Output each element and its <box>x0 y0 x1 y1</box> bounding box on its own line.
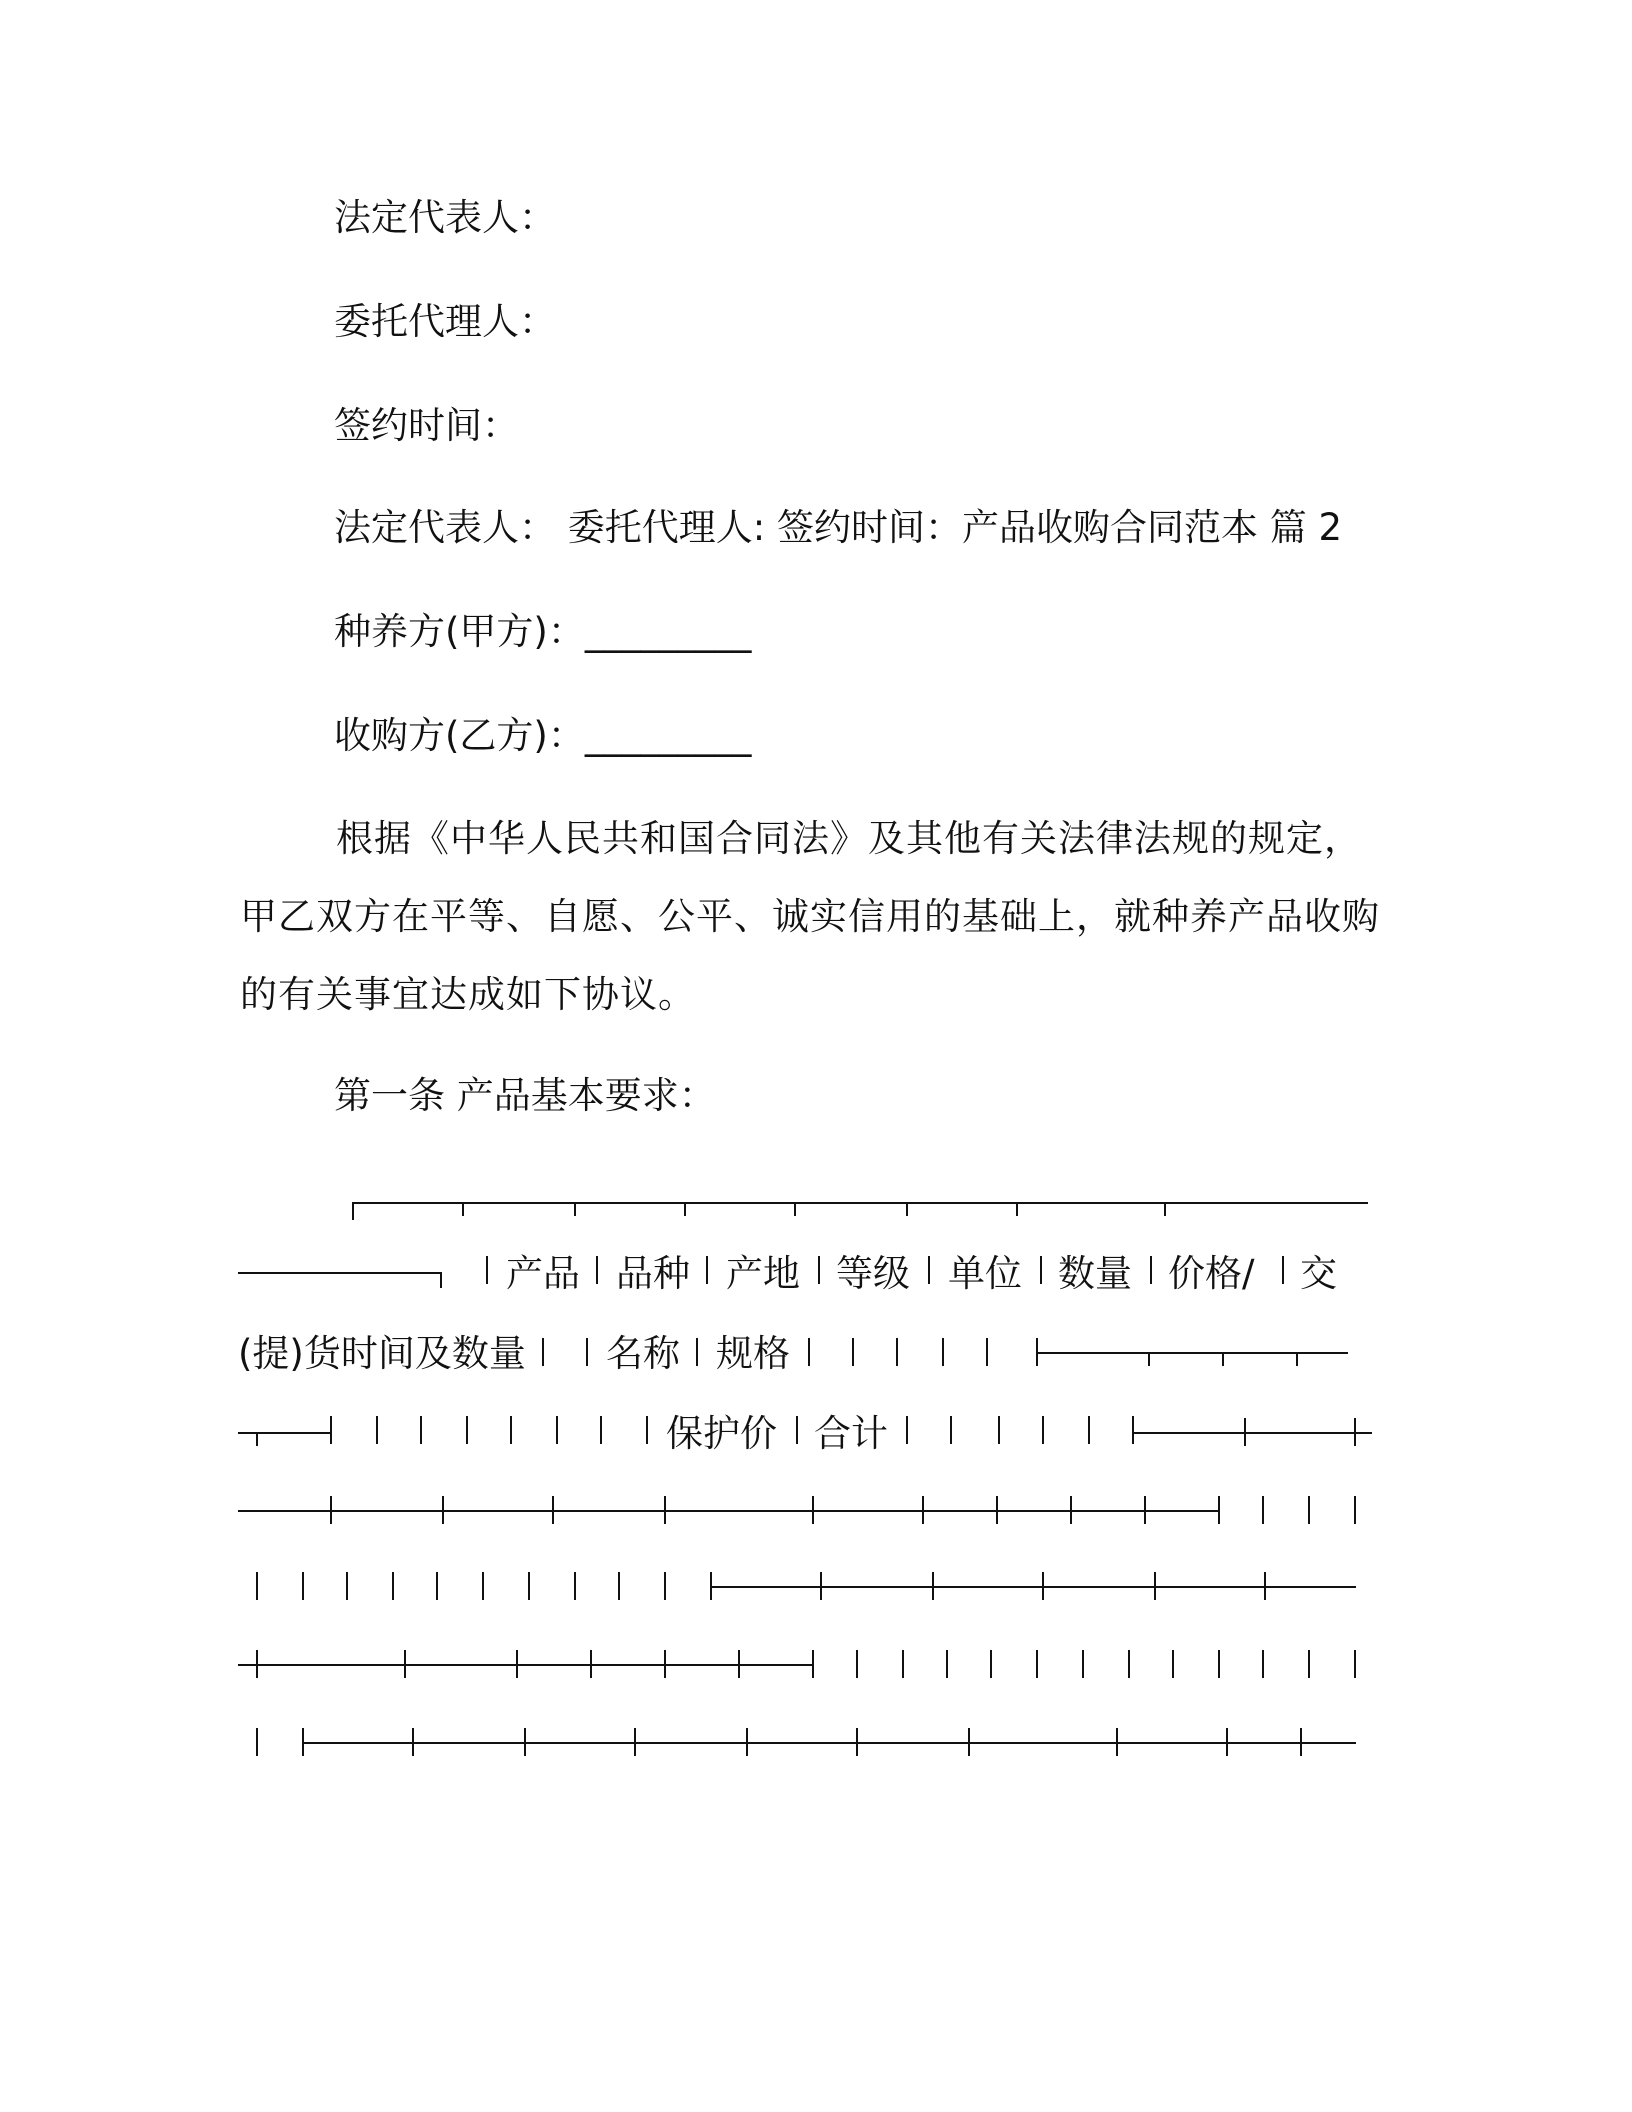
table-separator <box>1354 1496 1356 1524</box>
table-separator <box>1308 1650 1310 1678</box>
header-cell-protect-price: 保护价 <box>666 1412 777 1455</box>
table-tick <box>996 1496 998 1524</box>
table-separator <box>1308 1496 1310 1524</box>
table-tick <box>552 1496 554 1524</box>
table-tick <box>746 1728 748 1756</box>
table-tick <box>856 1728 858 1756</box>
header-cell-grade: 等级 <box>836 1252 910 1295</box>
table-separator <box>600 1416 602 1444</box>
table-separator <box>1172 1650 1174 1678</box>
table-rule <box>238 1664 812 1666</box>
table-separator <box>256 1728 258 1756</box>
table-separator <box>646 1416 648 1444</box>
table-separator <box>998 1416 1000 1444</box>
table-separator <box>1282 1256 1284 1284</box>
header-cell-delivery-time: (提)货时间及数量 <box>238 1332 526 1375</box>
table-tick <box>664 1650 666 1678</box>
table-tick <box>462 1202 464 1216</box>
table-separator <box>574 1572 576 1600</box>
table-separator <box>946 1650 948 1678</box>
table-tick <box>812 1650 814 1678</box>
table-separator <box>1218 1650 1220 1678</box>
table-tick <box>1226 1728 1228 1756</box>
table-separator <box>586 1338 588 1366</box>
table-separator <box>818 1256 820 1284</box>
table-separator <box>942 1338 944 1366</box>
table-separator <box>1042 1416 1044 1444</box>
table-separator <box>1132 1416 1134 1444</box>
table-tick <box>1264 1572 1266 1600</box>
table-tick <box>968 1728 970 1756</box>
table-separator <box>906 1416 908 1444</box>
table-separator <box>542 1338 544 1366</box>
header-cell-quantity: 数量 <box>1058 1252 1132 1295</box>
agent-line: 委托代理人： <box>334 300 556 343</box>
header-cell-variety: 品种 <box>616 1252 690 1295</box>
table-separator <box>556 1416 558 1444</box>
table-separator <box>510 1416 512 1444</box>
table-tick <box>1144 1496 1146 1524</box>
combined-line: 法定代表人： 委托代理人: 签约时间：产品收购合同范本 篇 2 <box>334 506 1343 549</box>
table-tick <box>684 1202 686 1216</box>
table-tick <box>922 1496 924 1524</box>
table-tick <box>352 1202 354 1220</box>
table-tick <box>1042 1572 1044 1600</box>
table-separator <box>852 1338 854 1366</box>
sign-time-line: 签约时间： <box>334 404 519 447</box>
table-tick <box>440 1272 442 1288</box>
table-rule <box>238 1272 442 1274</box>
table-tick <box>442 1496 444 1524</box>
article-1-heading: 第一条 产品基本要求： <box>334 1074 716 1117</box>
table-tick <box>524 1728 526 1756</box>
table-tick <box>590 1650 592 1678</box>
header-cell-product: 产品 <box>506 1252 580 1295</box>
table-separator <box>856 1650 858 1678</box>
table-tick <box>906 1202 908 1216</box>
table-separator <box>796 1416 798 1444</box>
table-tick <box>664 1496 666 1524</box>
table-separator <box>1088 1416 1090 1444</box>
table-tick <box>1148 1352 1150 1366</box>
table-separator <box>706 1256 708 1284</box>
table-tick <box>412 1728 414 1756</box>
table-tick <box>1244 1418 1246 1446</box>
table-tick <box>516 1650 518 1678</box>
table-tick <box>932 1572 934 1600</box>
preamble-paragraph: 根据《中华人民共和国合同法》及其他有关法律法规的规定，甲乙双方在平等、自愿、公平、诚实信用的基础上，就种养产品收购的有关事宜达成如下协议。 <box>240 817 1380 1016</box>
table-tick <box>1354 1418 1356 1446</box>
table-tick <box>738 1650 740 1678</box>
table-tick <box>1016 1202 1018 1216</box>
table-separator <box>928 1256 930 1284</box>
table-separator <box>256 1572 258 1600</box>
table-tick <box>330 1496 332 1524</box>
table-separator <box>346 1572 348 1600</box>
table-separator <box>808 1338 810 1366</box>
legal-rep-line: 法定代表人： <box>334 196 556 239</box>
table-separator <box>1262 1650 1264 1678</box>
table-separator <box>1150 1256 1152 1284</box>
table-separator <box>1036 1650 1038 1678</box>
table-separator <box>466 1416 468 1444</box>
header-cell-price: 价格/ <box>1168 1252 1255 1295</box>
table-separator <box>990 1650 992 1678</box>
table-separator <box>376 1416 378 1444</box>
table-tick <box>820 1572 822 1600</box>
header-cell-spec: 规格 <box>716 1332 790 1375</box>
table-separator <box>950 1416 952 1444</box>
table-separator <box>1040 1256 1042 1284</box>
table-tick <box>1300 1728 1302 1756</box>
table-separator <box>1082 1650 1084 1678</box>
table-separator <box>392 1572 394 1600</box>
table-separator <box>1262 1496 1264 1524</box>
table-tick <box>1218 1496 1220 1524</box>
header-cell-name: 名称 <box>606 1332 680 1375</box>
table-separator <box>420 1416 422 1444</box>
table-tick <box>574 1202 576 1216</box>
header-cell-total: 合计 <box>814 1412 888 1455</box>
party-a-line: 种养方(甲方)：_________ <box>334 610 752 653</box>
table-tick <box>812 1496 814 1524</box>
table-rule <box>238 1432 330 1434</box>
table-separator <box>664 1572 666 1600</box>
table-top-border <box>352 1202 1368 1204</box>
table-rule <box>710 1586 1356 1588</box>
table-separator <box>696 1338 698 1366</box>
table-rule <box>1132 1432 1372 1434</box>
table-separator <box>302 1572 304 1600</box>
table-tick <box>1296 1352 1298 1366</box>
table-separator <box>486 1256 488 1284</box>
table-separator <box>596 1256 598 1284</box>
header-cell-unit: 单位 <box>948 1252 1022 1295</box>
table-separator <box>896 1338 898 1366</box>
table-separator <box>1354 1650 1356 1678</box>
table-tick <box>794 1202 796 1216</box>
table-rule <box>1036 1352 1348 1354</box>
table-separator <box>436 1572 438 1600</box>
table-separator <box>618 1572 620 1600</box>
header-cell-origin: 产地 <box>726 1252 800 1295</box>
table-rule <box>302 1742 1356 1744</box>
table-tick <box>1116 1728 1118 1756</box>
table-separator <box>986 1338 988 1366</box>
table-tick <box>256 1432 258 1446</box>
table-tick <box>1154 1572 1156 1600</box>
table-separator <box>330 1416 332 1444</box>
table-tick <box>1222 1352 1224 1366</box>
table-tick <box>1164 1202 1166 1216</box>
table-tick <box>634 1728 636 1756</box>
table-tick <box>1070 1496 1072 1524</box>
table-tick <box>404 1650 406 1678</box>
table-tick <box>256 1650 258 1678</box>
header-cell-delivery: 交 <box>1300 1252 1337 1295</box>
table-separator <box>528 1572 530 1600</box>
party-b-line: 收购方(乙方)：_________ <box>334 714 752 757</box>
table-separator <box>482 1572 484 1600</box>
table-separator <box>1128 1650 1130 1678</box>
table-separator <box>902 1650 904 1678</box>
